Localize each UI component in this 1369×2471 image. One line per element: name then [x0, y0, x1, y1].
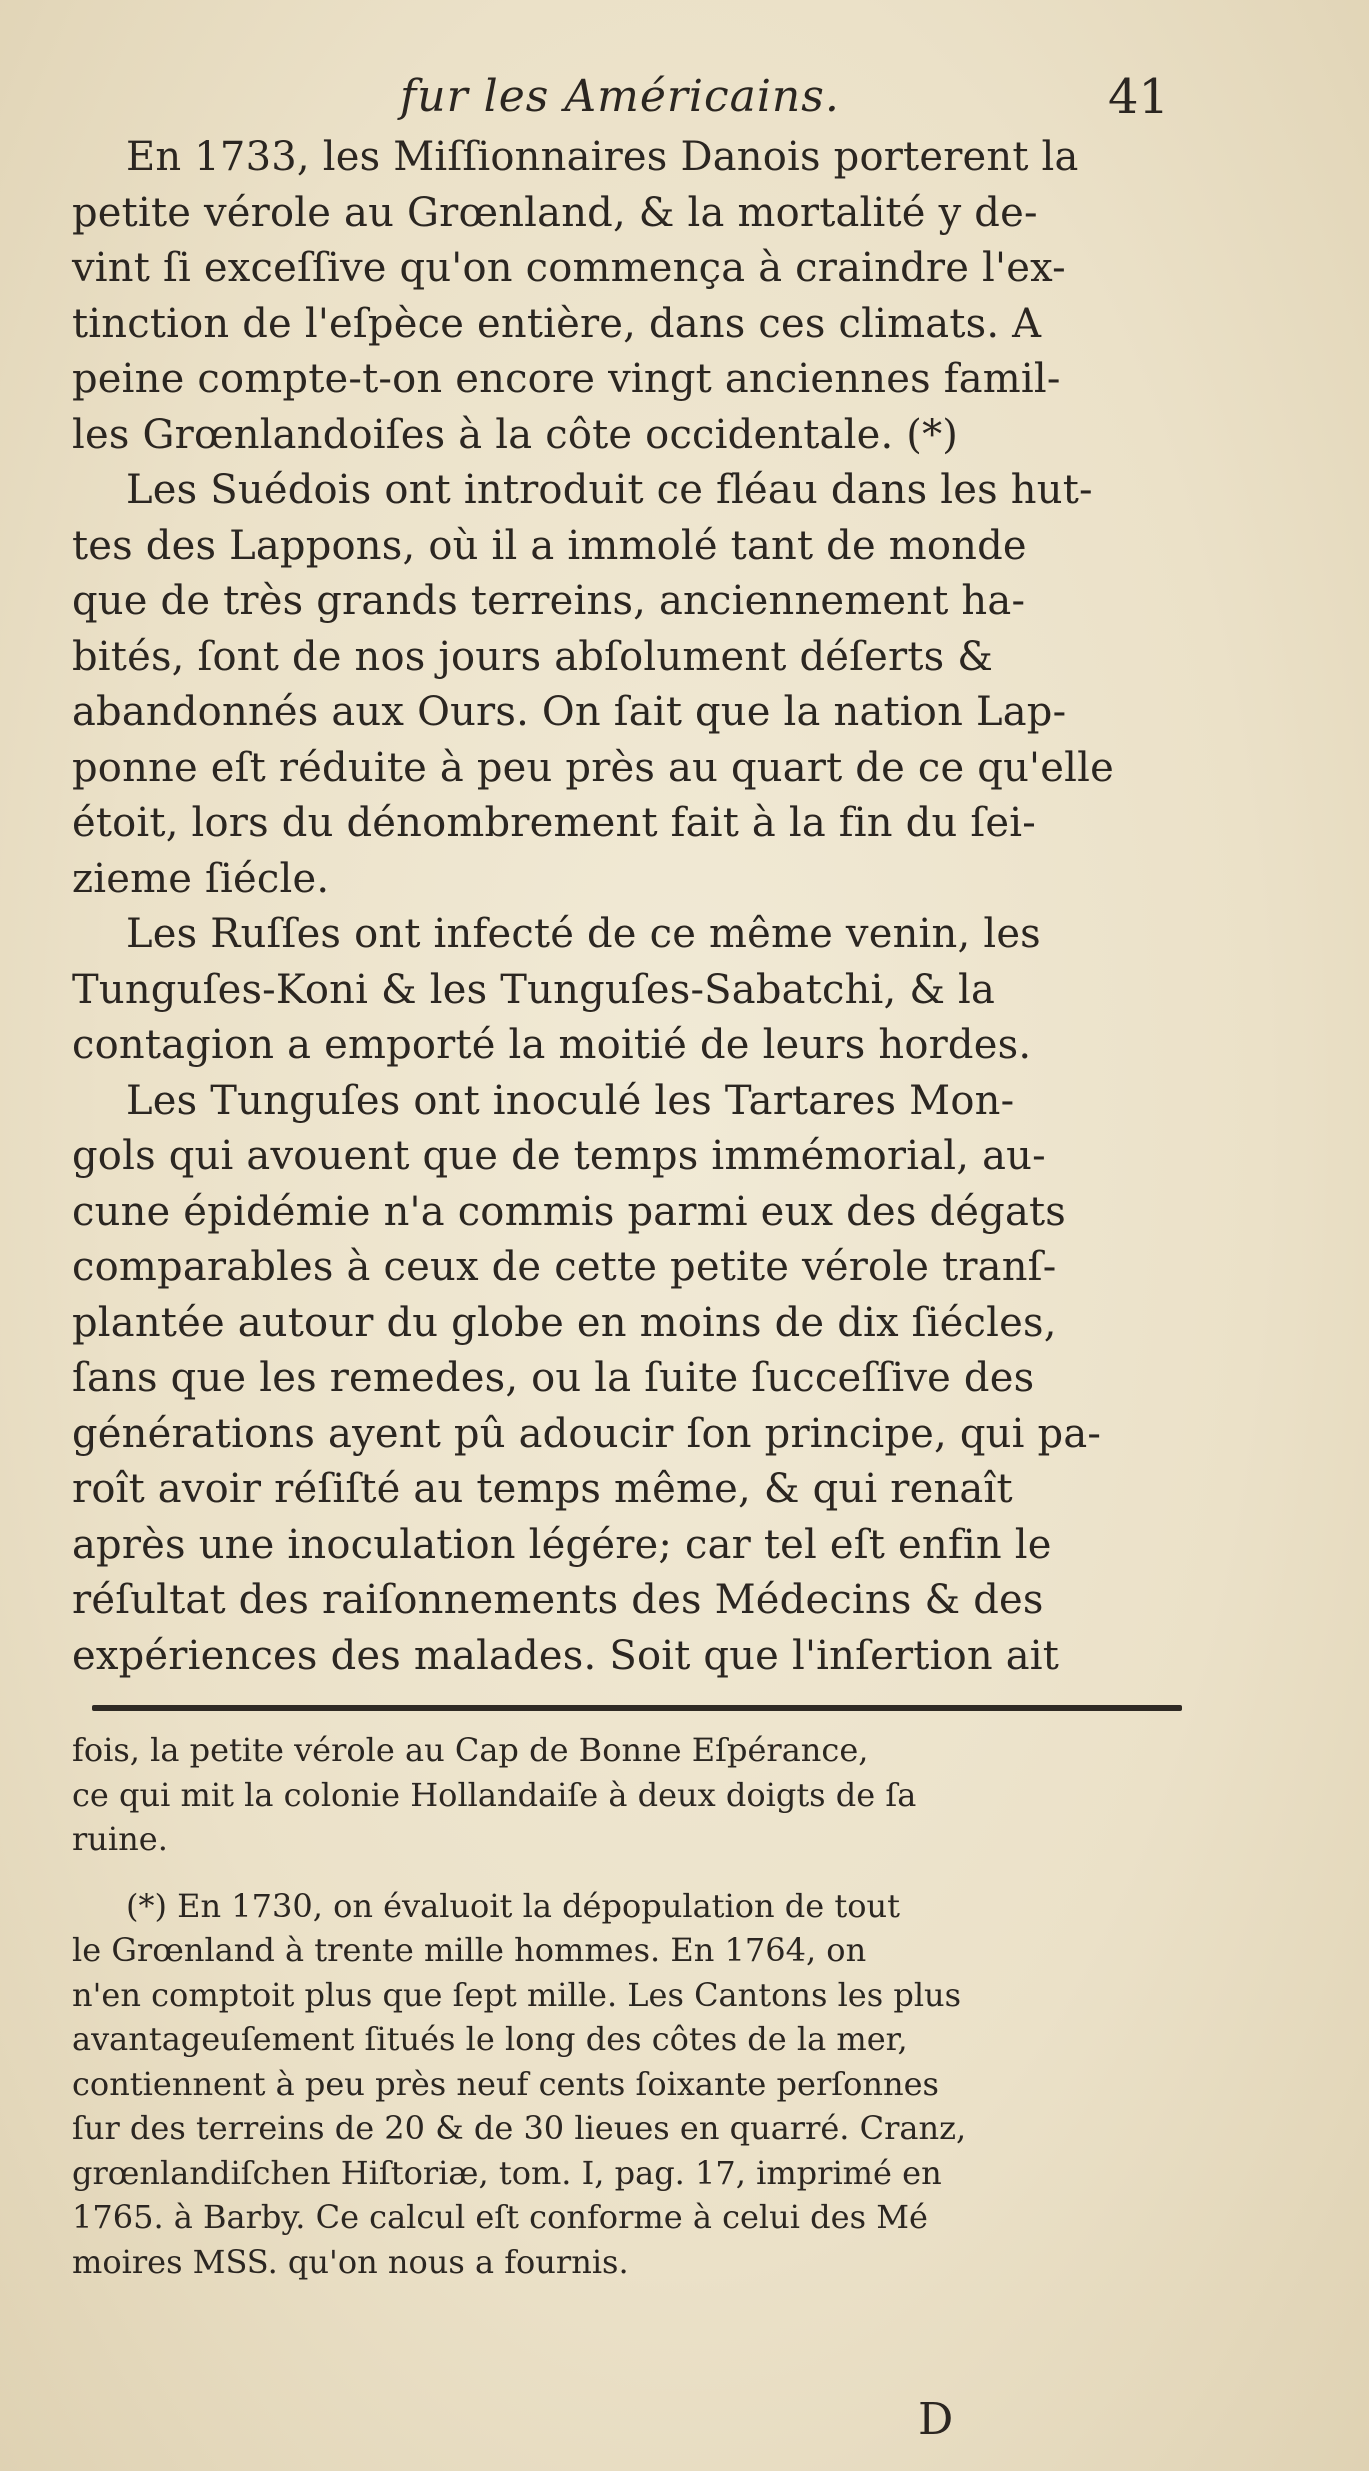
paragraph-russes [72, 907, 1184, 1074]
text-line: tes des Lappons, où il a immolé tant de monde [72, 522, 1027, 569]
page-header [0, 62, 1369, 132]
text-line: bités, ſont de nos jours abſolument déſerts & [72, 633, 994, 680]
text-line: Les Suédois ont introduit ce fléau dans les hut- [126, 467, 1093, 513]
footnote-gap [72, 1862, 1184, 1884]
text-line: les Grœnlandoiſes à la côte occidentale. (*) [72, 411, 959, 458]
text-line: petite vérole au Grœnland, & la mortalité y de- [72, 189, 1038, 236]
text-line: Les Tunguſes ont inoculé les Tartares Mon- [126, 1077, 1015, 1124]
footnote-line: (*) En 1730, on évaluoit la dépopulation de tout [126, 1886, 900, 1925]
footnote-line: ruine. [72, 1820, 168, 1858]
footnote-line: avantageuſement ſitués le long des côtes de la mer, [72, 2020, 908, 2058]
footnote-divider [92, 1705, 1182, 1711]
text-line: expériences des malades. Soit que l'inſertion ait [72, 1632, 1060, 1679]
text-line: cune épidémie n'a commis parmi eux des dégats [72, 1188, 1067, 1235]
text-line: réſultat des raiſonnements des Médecins & des [72, 1577, 1044, 1623]
text-line: vint ſi exceſſive qu'on commença à craindre l'ex- [72, 245, 1066, 291]
running-title: fur les Américains. [400, 71, 840, 122]
text-line: étoit, lors du dénombrement fait à la fin du ſei- [72, 800, 1036, 846]
text-line: En 1733, les Miſſionnaires Danois porterent la [126, 134, 1079, 180]
footnote-line: grœnlandiſchen Hiſtoriæ, tom. I, pag. 17, imprimé en [72, 2153, 942, 2192]
footnotes [72, 1728, 1184, 2284]
page-number: 41 [1108, 69, 1170, 125]
text-line: tinction de l'eſpèce entière, dans ces climats. A [72, 300, 1042, 347]
text-line: roît avoir réſiſté au temps même, & qui renaît [72, 1466, 1013, 1512]
main-text [72, 130, 1184, 1684]
text-line: que de très grands terreins, anciennement ha- [72, 578, 1026, 624]
text-line: Tunguſes-Koni & les Tunguſes-Sabatchi, & la [72, 966, 996, 1013]
text-line: contagion a emporté la moitié de leurs hordes. [72, 1022, 1032, 1068]
text-line: ponne eſt réduite à peu près au quart de ce qu'elle [72, 744, 1114, 791]
footnote-line: moires MSS. qu'on nous a fournis. [72, 2242, 629, 2281]
footnote-line: contiennent à peu près neuf cents ſoixante perſonnes [72, 2064, 939, 2103]
text-line: Les Ruſſes ont infecté de ce même venin, les [126, 911, 1041, 957]
footnote-line: ſur des terreins de 20 & de 30 lieues en quarré. Cranz, [72, 2109, 967, 2147]
text-line: ſans que les remedes, ou la ſuite ſucceſſive des [72, 1355, 1035, 1401]
text-line: plantée autour du globe en moins de dix ſiécles, [72, 1299, 1057, 1346]
footnote-line: fois, la petite vérole au Cap de Bonne Eſpérance, [72, 1731, 869, 1769]
text-line: générations ayent pû adoucir ſon principe, qui pa- [72, 1410, 1102, 1457]
text-line: comparables à ceux de cette petite vérole tranſ- [72, 1244, 1057, 1290]
footnote-line: ce qui mit la colonie Hollandaiſe à deux doigts de ſa [72, 1775, 917, 1814]
text-line: zieme ſiécle. [72, 855, 330, 902]
footnote-line: 1765. à Barby. Ce calcul eſt conforme à celui des Mé [72, 2198, 928, 2236]
footnote-line: le Grœnland à trente mille hommes. En 1764, on [72, 1931, 867, 1969]
paragraph-lappons [72, 463, 1184, 907]
text-line: après une inoculation légére; car tel eſt enfin le [72, 1521, 1052, 1568]
paragraph-greenland [72, 130, 1184, 463]
signature-mark: D [918, 2394, 956, 2445]
paragraph-tunguses [72, 1074, 1184, 1685]
text-line: peine compte-t-on encore vingt anciennes famil- [72, 356, 1061, 402]
text-line: abandonnés aux Ours. On ſait que la nation Lap- [72, 689, 1067, 735]
footnote-continuation [72, 1728, 1184, 1862]
footnote-line: n'en comptoit plus que ſept mille. Les Cantons les plus [72, 1975, 962, 2014]
footnote-asterisk [72, 1884, 1184, 2285]
text-line: gols qui avouent que de temps immémorial, au- [72, 1133, 1046, 1179]
